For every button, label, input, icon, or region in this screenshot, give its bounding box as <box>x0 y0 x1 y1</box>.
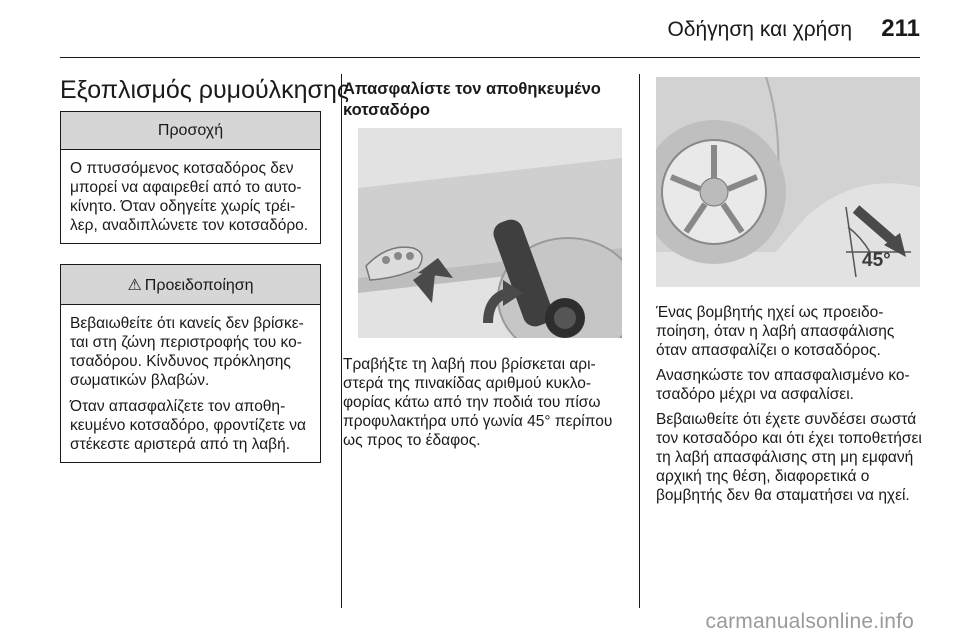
middle-caption <box>343 355 625 456</box>
page-header-title: Οδήγηση και χρήση <box>667 18 852 41</box>
caption-text: Τραβήξτε τη λαβή που βρίσκεται αριστερά της πινακίδας αριθμού κυκλοφορίας κάτω από την ποδιά του πίσω προφυλακτήρα υπό γωνία 45° περίπου ως προς το έδαφος. <box>343 356 613 449</box>
warning-header <box>61 265 320 305</box>
warning-paragraph: Όταν απασφαλίζετε τον αποθηκευμένο κοτσαδόρο, φροντίζετε να στέκεστε αριστερά από τη λαβή. <box>70 398 306 453</box>
watermark: carmanualsonline.info <box>705 610 914 633</box>
header-divider <box>60 57 920 58</box>
warning-paragraph: Βεβαιωθείτε ότι κανείς δεν βρίσκεται στη ζώνη περιστροφής του κοτσαδόρου. Κίνδυνος πρόκλησης σωματικών βλαβών. <box>70 315 304 389</box>
right-paragraph: Ανασηκώστε τον απασφαλισμένο κοτσαδόρο μέχρι να ασφαλίσει. <box>656 367 910 403</box>
warning-triangle-icon: ⚠ <box>127 277 142 294</box>
right-column-text <box>656 303 924 511</box>
column-divider-left <box>341 74 342 608</box>
middle-subheading: Απασφαλίστε τον αποθηκευμένο κοτσαδόρο <box>343 80 601 119</box>
column-divider-right <box>639 74 640 608</box>
caution-box <box>60 111 321 244</box>
release-handle-illustration <box>358 128 622 338</box>
caution-text: Ο πτυσσόμενος κοτσαδόρος δεν μπορεί να αφαιρεθεί από το αυτοκίνητο. Όταν οδηγείτε χωρίς τρέιλερ, αναδιπλώνετε τον κοτσαδόρο. <box>70 160 309 234</box>
right-paragraph: Ένας βομβητής ηχεί ως προειδοποίηση, όταν η λαβή απασφάλισης όταν απασφαλίζει ο κοτσαδόρος. <box>656 304 895 359</box>
right-paragraph: Βεβαιωθείτε ότι έχετε συνδέσει σωστά τον κοτσαδόρο και ότι έχει τοποθετήσει τη λαβή απασφάλισης στη μη εμφανή αρχική της θέση, διαφορετικά ο βομβητής δεν θα σταματήσει να ηχεί. <box>656 411 922 504</box>
warning-heading: Προειδοποίηση <box>144 277 254 294</box>
section-title: Εξοπλισμός ρυμούλκησης <box>60 76 349 104</box>
angle-45-illustration <box>656 77 920 287</box>
angle-label: 45° <box>862 250 891 271</box>
caution-heading: Προσοχή <box>61 112 320 150</box>
page-number: 211 <box>881 15 920 42</box>
warning-box <box>60 264 321 463</box>
